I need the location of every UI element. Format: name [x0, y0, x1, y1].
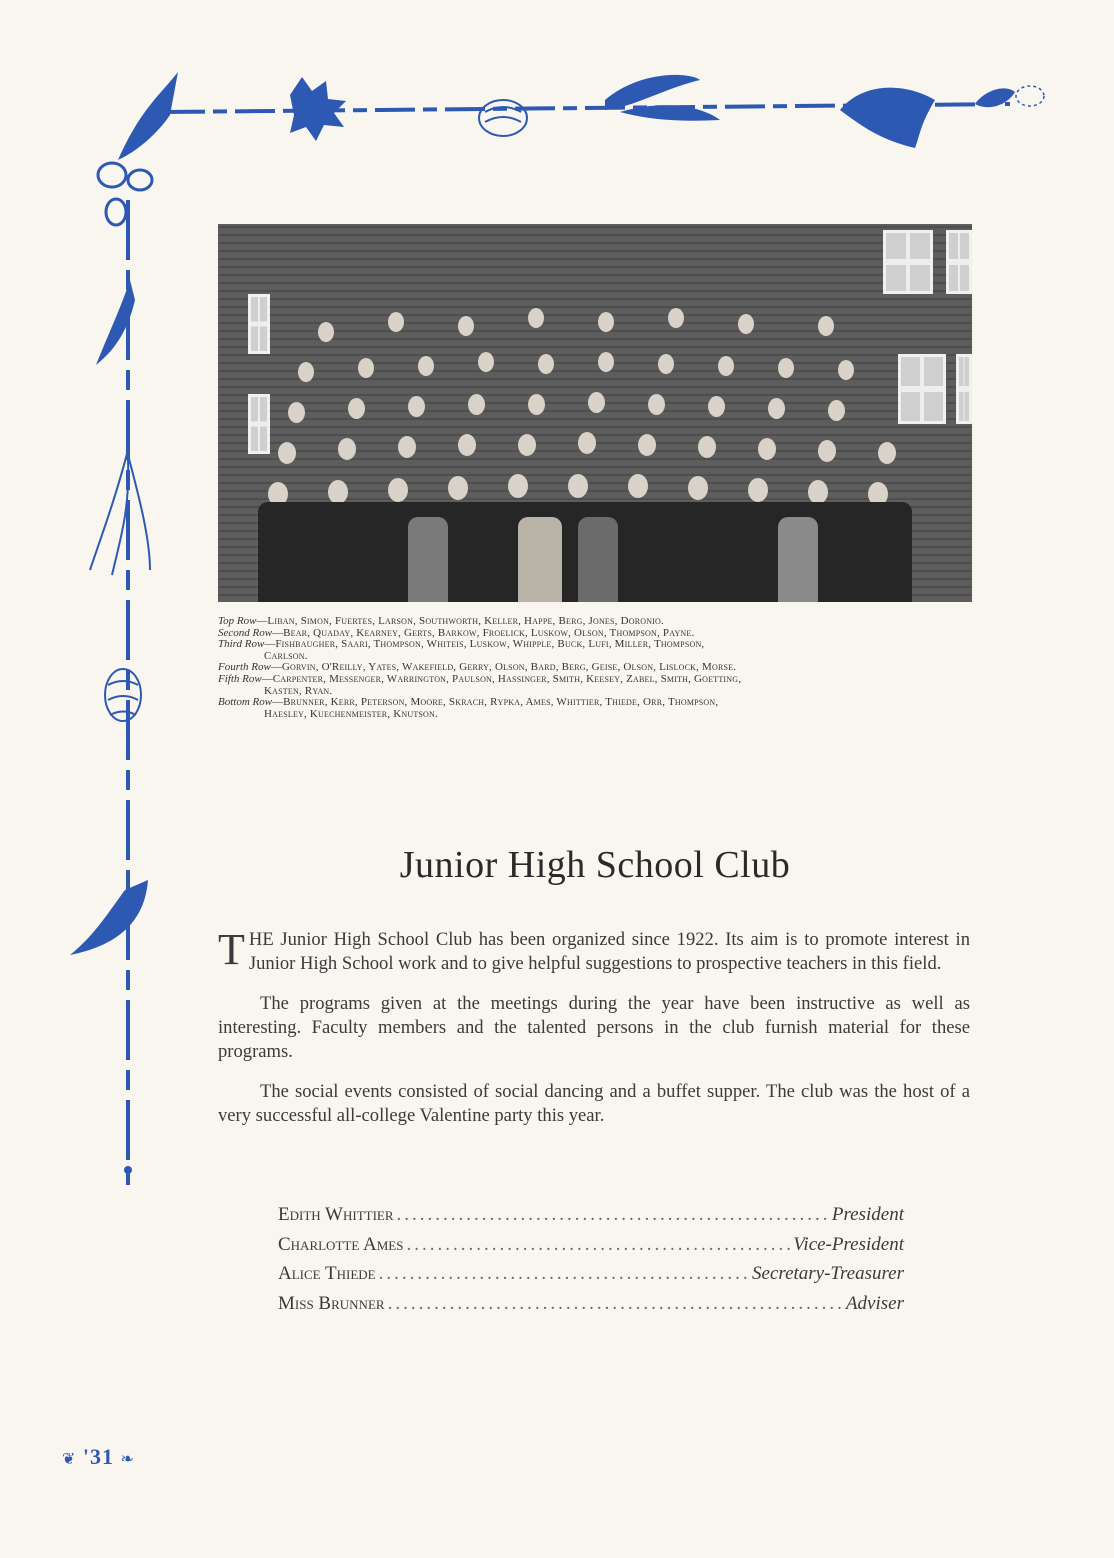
page-title: Junior High School Club	[399, 844, 791, 886]
leaf-spray-icon	[605, 75, 700, 110]
officer-row: Edith Whittier ..... President	[278, 1200, 904, 1230]
officer-row: Charlotte Ames ..... Vice-President	[278, 1230, 904, 1260]
caption-row: Top Row—Liban, Simon, Fuertes, Larson, Southworth, Keller, Happe, Berg, Jones, Doronio.	[218, 615, 664, 627]
article-body	[218, 925, 970, 1144]
holly-leaf-icon	[118, 72, 178, 160]
officer-row: Alice Thiede ..... Secretary-Treasurer	[278, 1259, 904, 1289]
maple-leaf-icon	[290, 77, 346, 141]
officers-list	[278, 1200, 904, 1318]
caption-row: Second Row—Bear, Quaday, Kearney, Gerts, Barkow, Froelick, Luskow, Olson, Thompson, Payne.	[218, 626, 695, 639]
leaf-ornament-icon: ❧	[120, 1450, 135, 1468]
drop-cap: T	[218, 925, 245, 974]
caption-row: Bottom Row—Brunner, Kerr, Peterson, Moore, Skrach, Rypka, Ames, Whittier, Thiede, Orr, Thompson, Haesley, Kuechenmeister, Knutson.	[218, 696, 719, 720]
paragraph: THE Junior High School Club has been organized since 1922. Its aim is to promote interest in Junior High School work and to give helpful suggestions to prospective teachers in this field.	[218, 925, 970, 974]
photo-caption	[218, 616, 978, 720]
holly-leaf-icon	[840, 88, 935, 148]
holly-leaf-icon	[70, 880, 148, 955]
acorn-icon	[98, 163, 126, 187]
grass-tassel-icon	[90, 450, 150, 575]
leaf-ornament-icon: ❦	[62, 1450, 77, 1468]
caption-row: Third Row—Fishbaugher, Saari, Thompson, Whiteis, Luskow, Whipple, Buck, Lufi, Miller, Thompson, Carlson.	[218, 638, 705, 662]
caption-row: Fourth Row—Gorvin, O'Reilly, Yates, Wakefield, Gerry, Olson, Bard, Berg, Geise, Olson, Lislock, Morse.	[218, 661, 737, 674]
page-folio: ❦ '31 ❧	[62, 1444, 135, 1469]
students-group	[258, 302, 912, 602]
caption-row: Fifth Row—Carpenter, Messenger, Warrington, Paulson, Hassinger, Smith, Keesey, Zabel, Smith, Goetting, Kasten, Ryan.	[218, 672, 742, 697]
group-photograph	[218, 224, 972, 602]
officer-row: Miss Brunner ..... Adviser	[278, 1289, 904, 1319]
paragraph: The social events consisted of social dancing and a buffet supper. The club was the host of a very successful all-college Valentine party this year.	[218, 1081, 970, 1126]
paragraph: The programs given at the meetings during the year have been instructive as well as interesting. Faculty members and the talented persons in the club furnish material for these programs.	[218, 993, 970, 1062]
